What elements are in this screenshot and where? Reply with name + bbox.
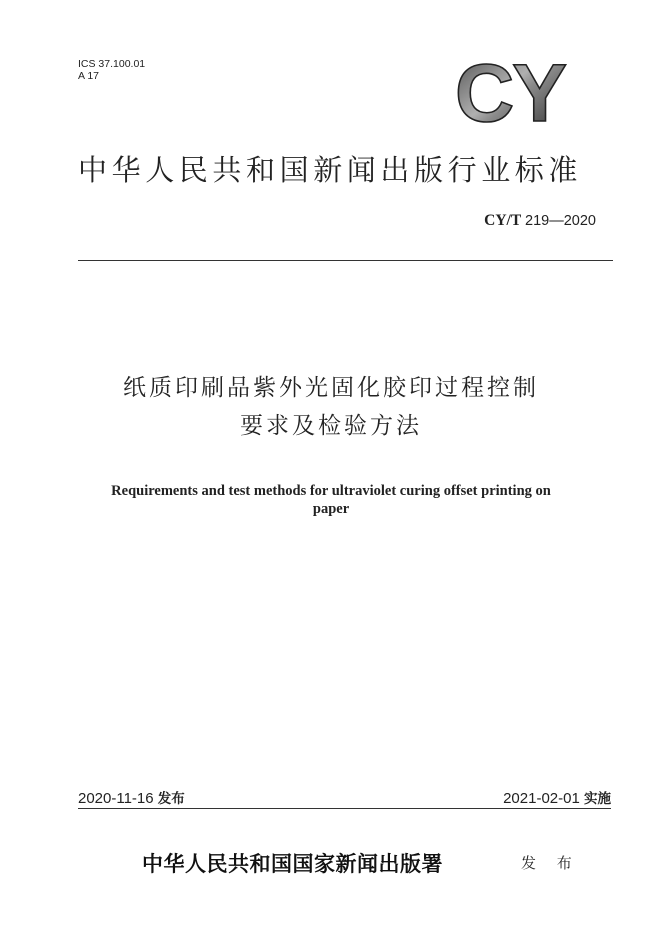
issue-date	[78, 787, 185, 807]
standard-number	[484, 212, 596, 230]
document-title-cn-line1: 纸质印刷品紫外光固化胶印过程控制	[123, 375, 539, 401]
implement-date-value: 2021-02-01	[503, 790, 580, 807]
standard-number-value: 219—2020	[525, 213, 596, 229]
classification-codes	[78, 58, 145, 82]
document-title-en-line1: Requirements and test methods for ultraviolet curing offset printing on	[111, 483, 551, 499]
ics-code: ICS 37.100.01	[78, 58, 146, 70]
cy-logo	[455, 55, 585, 127]
implement-label: 实施	[584, 791, 611, 807]
publish-label: 发 布	[521, 854, 580, 872]
issuing-authority: 中华人民共和国国家新闻出版署	[142, 851, 443, 876]
issue-label: 发布	[157, 791, 185, 807]
document-title-cn-line2: 要求及检验方法	[240, 413, 422, 439]
logo-lettering: CY	[455, 55, 565, 127]
bottom-divider	[78, 808, 611, 809]
ccs-code: A 17	[78, 70, 100, 82]
top-divider	[78, 260, 613, 261]
implementation-date	[503, 787, 611, 807]
standard-category-title: 中华人民共和国新闻出版行业标准	[78, 153, 583, 187]
issue-date-value: 2020-11-16	[78, 790, 154, 807]
document-title-en-line2: paper	[312, 501, 350, 517]
standard-code: CY/T	[484, 212, 522, 229]
